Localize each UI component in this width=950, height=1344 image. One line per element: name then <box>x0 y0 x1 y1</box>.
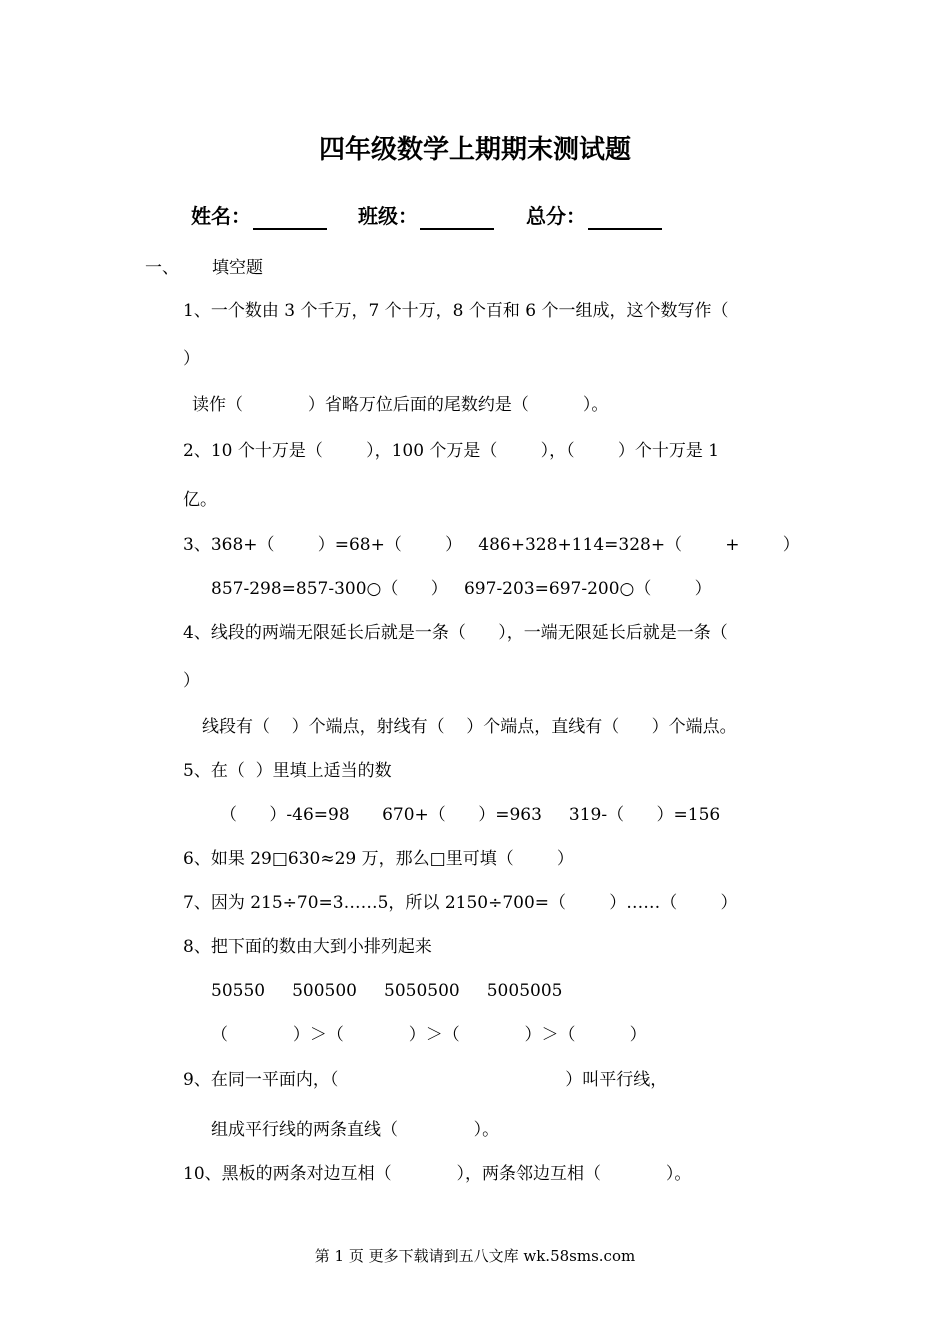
question-6: 6、如果 29□630≈29 万，那么□里可填（ ） <box>183 849 574 869</box>
question-3-line-1: 3、368+（ ）=68+（ ） 486+328+114=328+（ + ） <box>183 535 800 555</box>
question-4-line-3: 线段有（ ）个端点，射线有（ ）个端点，直线有（ ）个端点。 <box>202 717 737 737</box>
question-8-line-1: 8、把下面的数由大到小排列起来 <box>183 937 432 957</box>
name-blank <box>253 206 327 230</box>
question-2-line-2: 亿。 <box>183 490 217 510</box>
page-title: 四年级数学上期期末测试题 <box>318 135 631 165</box>
question-5-line-1: 5、在（ ）里填上适当的数 <box>183 761 392 781</box>
score-blank <box>588 206 662 230</box>
section-name: 填空题 <box>212 258 263 278</box>
question-1-line-2: ） <box>183 349 200 369</box>
question-9-line-1: 9、在同一平面内，（ ）叫平行线， <box>183 1070 668 1090</box>
question-4-line-1: 4、线段的两端无限延长后就是一条（ ），一端无限延长后就是一条（ <box>183 623 728 643</box>
question-4-line-2: ） <box>183 671 200 691</box>
score-field <box>526 202 662 230</box>
question-9-line-2: 组成平行线的两条直线（ ）。 <box>211 1120 500 1140</box>
class-field <box>358 202 494 230</box>
question-2-line-1: 2、10 个十万是（ ），100 个万是（ ），（ ）个十万是 1 <box>183 441 720 461</box>
page-footer: 第 1 页 更多下载请到五八文库 wk.58sms.com <box>314 1247 636 1265</box>
question-8-numbers: 50550 500500 5050500 5005005 <box>211 981 563 1001</box>
question-5-line-2: （ ）-46=98 670+（ ）=963 319-（ ）=156 <box>220 805 721 825</box>
question-1-line-3: 读作（ ）省略万位后面的尾数约是（ ）。 <box>192 395 609 415</box>
question-10: 10、黑板的两条对边互相（ ），两条邻边互相（ ）。 <box>183 1164 692 1184</box>
section-number: 一、 <box>145 258 179 278</box>
question-1-line-1: 1、一个数由 3 个千万，7 个十万，8 个百和 6 个一组成，这个数写作（ <box>183 301 729 321</box>
class-label: 班级： <box>358 204 418 228</box>
name-label: 姓名： <box>191 204 251 228</box>
question-7: 7、因为 215÷70=3……5，所以 2150÷700=（ ）……（ ） <box>183 893 738 913</box>
name-field <box>191 202 327 230</box>
score-label: 总分： <box>526 204 586 228</box>
class-blank <box>420 206 494 230</box>
question-3-line-2: 857-298=857-300○（ ） 697-203=697-200○（ ） <box>211 579 712 599</box>
question-8-blanks: （ ）＞（ ）＞（ ）＞（ ） <box>211 1025 647 1045</box>
